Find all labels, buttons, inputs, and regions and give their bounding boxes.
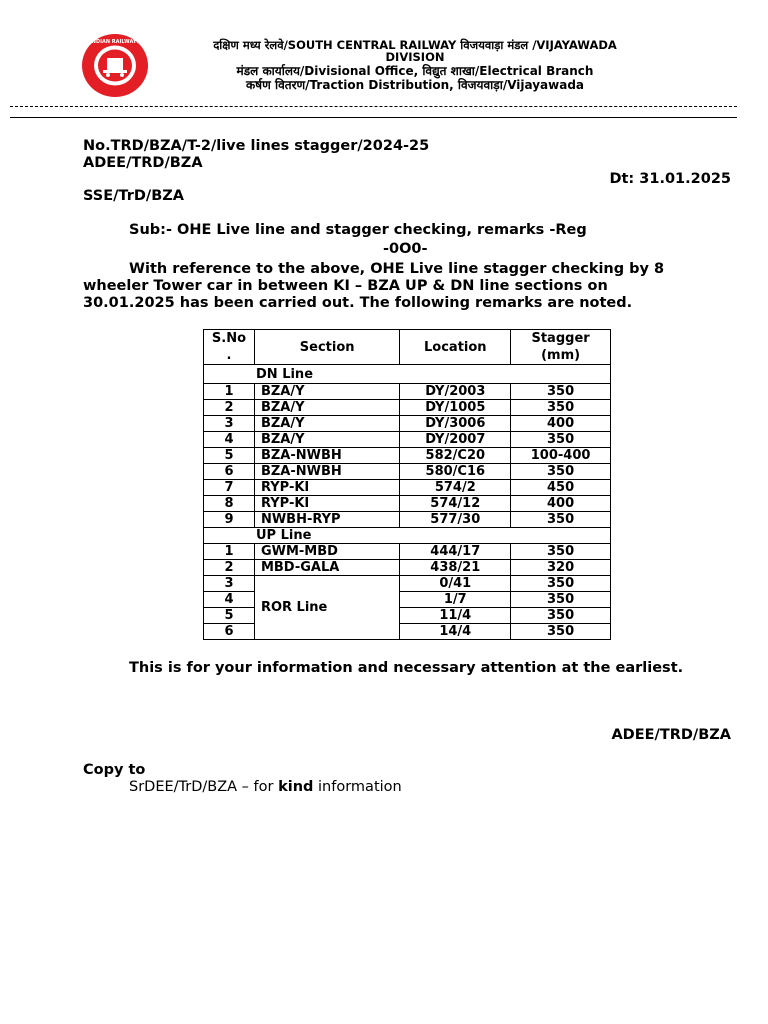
table-row	[204, 464, 611, 480]
dn-line-section-row	[204, 365, 611, 384]
cell-stagger: 400	[511, 496, 611, 512]
cell-section: BZA/Y	[254, 384, 399, 400]
closing-line: This is for your information and necessary attention at the earliest.	[129, 660, 684, 676]
cell-location: 574/12	[400, 496, 511, 512]
cell-location: 574/2	[400, 480, 511, 496]
cell-stagger: 450	[511, 480, 611, 496]
copy-to-emphasis: kind	[278, 779, 314, 795]
cell-sno: 3	[204, 416, 255, 432]
cell-section-ror: ROR Line	[254, 576, 399, 640]
cell-stagger: 350	[511, 576, 611, 592]
cell-sno: 1	[204, 384, 255, 400]
cell-stagger: 100-400	[511, 448, 611, 464]
table-row	[204, 384, 611, 400]
cell-stagger: 350	[511, 464, 611, 480]
table-row	[204, 480, 611, 496]
reference-number: No.TRD/BZA/T-2/live lines stagger/2024-25	[83, 138, 430, 154]
table-row	[204, 576, 611, 592]
cell-sno: 5	[204, 608, 255, 624]
table-row	[204, 416, 611, 432]
cell-stagger: 350	[511, 400, 611, 416]
cell-location: 444/17	[400, 544, 511, 560]
table-row	[204, 560, 611, 576]
cell-stagger: 350	[511, 608, 611, 624]
subject-line: Sub:- OHE Live line and stagger checking, remarks -Reg	[129, 222, 587, 238]
cell-stagger: 350	[511, 544, 611, 560]
cell-stagger: 350	[511, 432, 611, 448]
cell-location: 580/C16	[400, 464, 511, 480]
cell-section: BZA/Y	[254, 416, 399, 432]
copy-to-prefix: SrDEE/TrD/BZA – for	[129, 779, 279, 795]
cell-section: GWM-MBD	[254, 544, 399, 560]
copy-to-recipient	[129, 779, 402, 795]
header-section: Section	[254, 330, 399, 365]
cell-section: BZA/Y	[254, 400, 399, 416]
cell-sno: 4	[204, 592, 255, 608]
copy-to-suffix: information	[313, 779, 402, 795]
recipient: SSE/TrD/BZA	[83, 188, 185, 204]
cell-location: 438/21	[400, 560, 511, 576]
header-line-3: कर्षण वितरण/Traction Distribution, विजयवाड़ा/Vijayawada	[245, 78, 585, 92]
header-line-1b: DIVISION	[385, 50, 445, 64]
from-office: ADEE/TRD/BZA	[83, 155, 203, 171]
letter-date: Dt: 31.01.2025	[609, 171, 731, 187]
cell-location: 1/7	[400, 592, 511, 608]
table-row	[204, 400, 611, 416]
cell-stagger: 320	[511, 560, 611, 576]
body-paragraph-line-1: With reference to the above, OHE Live line stagger checking by 8	[129, 261, 665, 277]
table-row	[204, 544, 611, 560]
cell-section: RYP-KI	[254, 496, 399, 512]
cell-stagger: 350	[511, 624, 611, 640]
separator: -0O0-	[383, 241, 428, 257]
header-line-2: मंडल कार्यालय/Divisional Office, विद्युत शाखा/Electrical Branch	[236, 64, 594, 78]
up-line-label: UP Line	[204, 528, 611, 544]
cell-location: 14/4	[400, 624, 511, 640]
cell-location: DY/1005	[400, 400, 511, 416]
cell-sno: 8	[204, 496, 255, 512]
cell-sno: 9	[204, 512, 255, 528]
cell-stagger: 350	[511, 592, 611, 608]
cell-sno: 2	[204, 400, 255, 416]
cell-location: DY/2007	[400, 432, 511, 448]
cell-location: DY/2003	[400, 384, 511, 400]
header-divider	[10, 106, 737, 107]
table-row	[204, 512, 611, 528]
cell-sno: 6	[204, 624, 255, 640]
up-line-section-row	[204, 528, 611, 544]
cell-stagger: 350	[511, 512, 611, 528]
copy-to-label: Copy to	[83, 762, 146, 778]
body-paragraph-line-2: wheeler Tower car in between KI – BZA UP & DN line sections on	[83, 278, 608, 294]
cell-stagger: 400	[511, 416, 611, 432]
dn-line-label: DN Line	[204, 365, 611, 384]
header-sno: S.No .	[204, 330, 255, 365]
cell-sno: 2	[204, 560, 255, 576]
cell-section: MBD-GALA	[254, 560, 399, 576]
cell-section: BZA/Y	[254, 432, 399, 448]
cell-section: NWBH-RYP	[254, 512, 399, 528]
cell-section: BZA-NWBH	[254, 464, 399, 480]
header-stagger: Stagger (mm)	[511, 330, 611, 365]
cell-sno: 3	[204, 576, 255, 592]
cell-location: 0/41	[400, 576, 511, 592]
cell-location: 577/30	[400, 512, 511, 528]
table-row	[204, 448, 611, 464]
header-rule	[10, 117, 737, 118]
cell-location: DY/3006	[400, 416, 511, 432]
logo-text: INDIAN RAILWAYS	[89, 39, 141, 45]
cell-sno: 4	[204, 432, 255, 448]
signature: ADEE/TRD/BZA	[611, 727, 731, 743]
cell-stagger: 350	[511, 384, 611, 400]
cell-location: 11/4	[400, 608, 511, 624]
stagger-table	[203, 329, 611, 640]
cell-sno: 1	[204, 544, 255, 560]
table-row	[204, 432, 611, 448]
indian-railways-logo	[81, 33, 149, 98]
cell-sno: 5	[204, 448, 255, 464]
body-paragraph-line-3: 30.01.2025 has been carried out. The following remarks are noted.	[83, 295, 633, 311]
cell-sno: 7	[204, 480, 255, 496]
cell-location: 582/C20	[400, 448, 511, 464]
table-header-row	[204, 330, 611, 365]
cell-sno: 6	[204, 464, 255, 480]
table-row	[204, 496, 611, 512]
header-location: Location	[400, 330, 511, 365]
cell-section: RYP-KI	[254, 480, 399, 496]
header-line-1: दक्षिण मध्य रेलवे/SOUTH CENTRAL RAILWAY विजयवाड़ा मंडल /VIJAYAWADA	[213, 38, 617, 52]
cell-section: BZA-NWBH	[254, 448, 399, 464]
